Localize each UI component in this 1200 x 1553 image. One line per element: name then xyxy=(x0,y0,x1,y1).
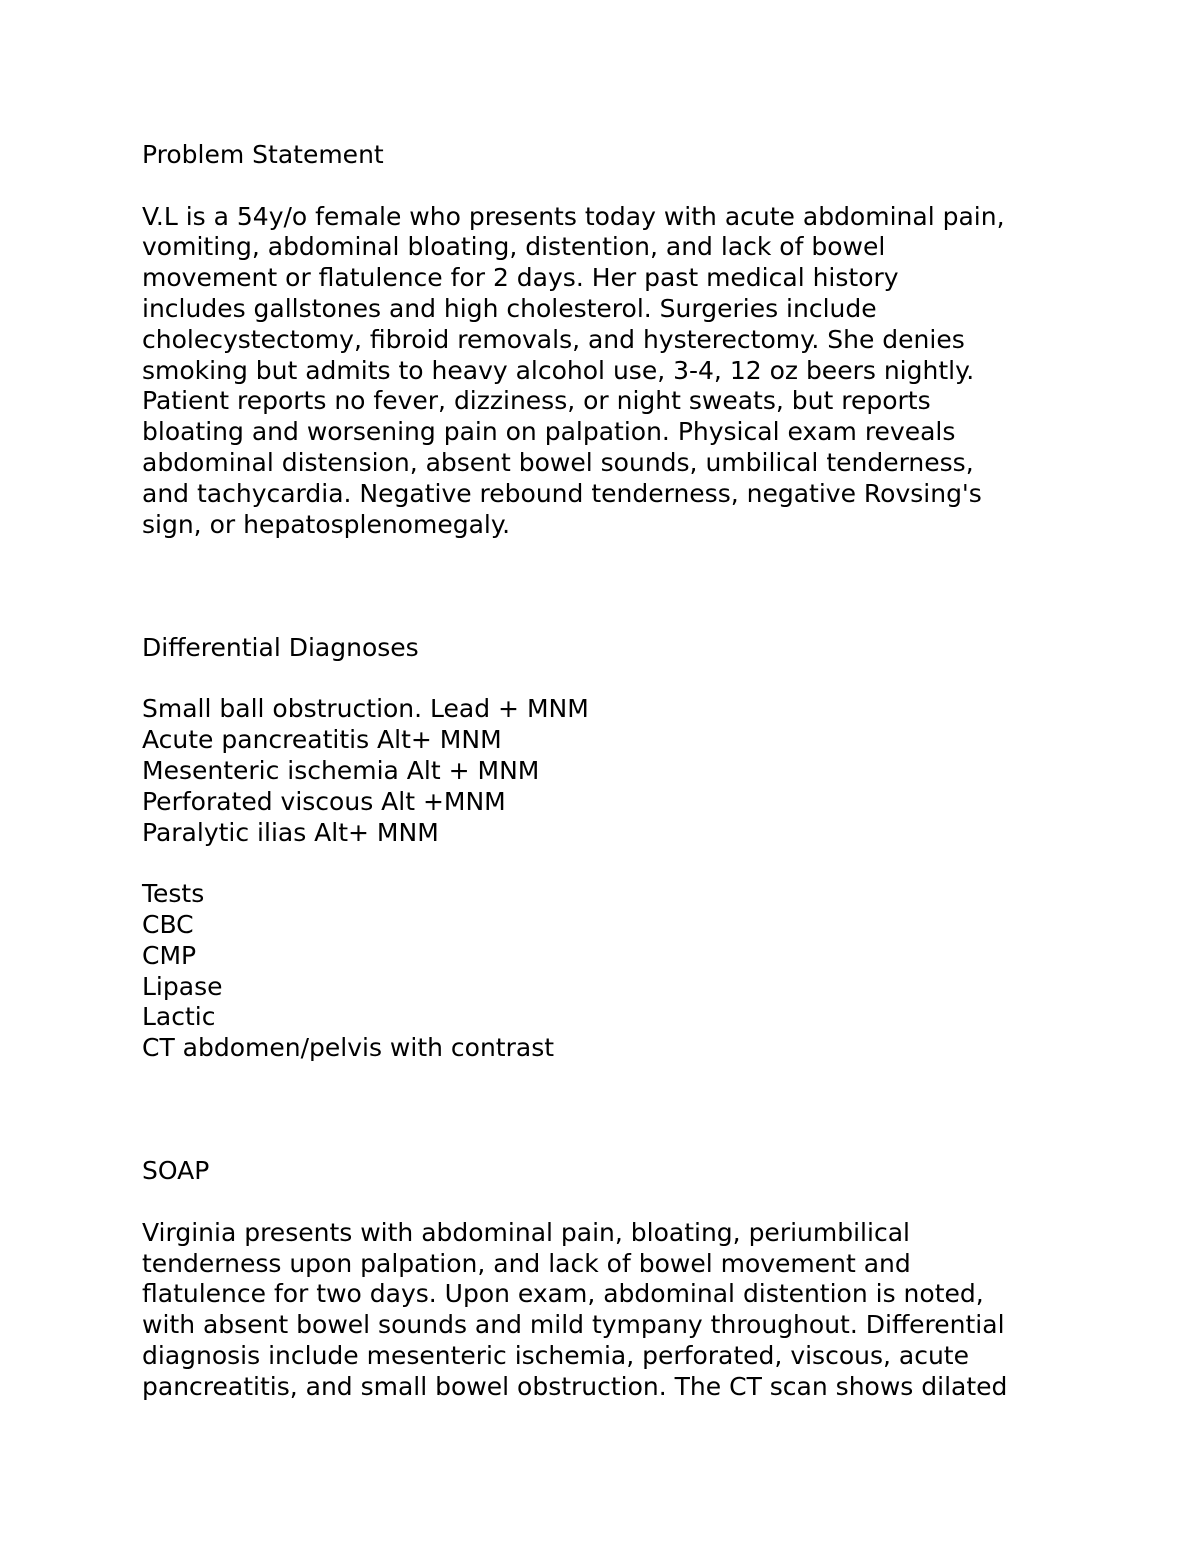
body-line: smoking but admits to heavy alcohol use, 3-4, 12 oz beers nightly. xyxy=(142,355,975,385)
spacer xyxy=(142,1187,1072,1218)
body-line: diagnosis include mesenteric ischemia, perforated, viscous, acute xyxy=(142,1341,969,1371)
list-item: Mesenteric ischemia Alt + MNM xyxy=(142,755,540,785)
body-line: Virginia presents with abdominal pain, bloating, periumbilical xyxy=(142,1217,910,1247)
soap-heading: SOAP xyxy=(142,1156,210,1186)
body-line: V.L is a 54y/o female who presents today with acute abdominal pain, xyxy=(142,201,1005,231)
body-line: movement or flatulence for 2 days. Her past medical history xyxy=(142,263,899,293)
body-line: cholecystectomy, fibroid removals, and hysterectomy. She denies xyxy=(142,324,965,354)
list-item: Lipase xyxy=(142,971,223,1001)
body-line: pancreatitis, and small bowel obstruction. The CT scan shows dilated xyxy=(142,1371,1008,1401)
differential-list xyxy=(142,694,1072,848)
list-item: CMP xyxy=(142,940,197,970)
list-item: Perforated viscous Alt +MNM xyxy=(142,786,506,816)
spacer xyxy=(142,171,1072,202)
spacer xyxy=(142,664,1072,695)
problem-statement-heading: Problem Statement xyxy=(142,140,384,169)
soap-section xyxy=(142,1156,1072,1402)
body-line: with absent bowel sounds and mild tympany throughout. Differential xyxy=(142,1310,1005,1340)
body-line: vomiting, abdominal bloating, distention, and lack of bowel xyxy=(142,232,886,262)
list-item: Small ball obstruction. Lead + MNM xyxy=(142,694,589,724)
body-line: tenderness upon palpation, and lack of bowel movement and xyxy=(142,1248,911,1278)
body-line: sign, or hepatosplenomegaly. xyxy=(142,509,511,539)
spacer xyxy=(142,1064,1072,1156)
spacer xyxy=(142,540,1072,632)
body-line: includes gallstones and high cholesterol. Surgeries include xyxy=(142,293,877,323)
tests-heading: Tests xyxy=(142,879,205,909)
list-item: Lactic xyxy=(142,1002,216,1032)
differential-heading: Differential Diagnoses xyxy=(142,632,419,662)
body-line: bloating and worsening pain on palpation. Physical exam reveals xyxy=(142,417,956,447)
document-page xyxy=(142,140,1072,1403)
problem-statement-body xyxy=(142,202,1072,541)
tests-section xyxy=(142,879,1072,1064)
body-line: Patient reports no fever, dizziness, or night sweats, but reports xyxy=(142,386,931,416)
list-item: Acute pancreatitis Alt+ MNM xyxy=(142,725,502,755)
differential-section xyxy=(142,633,1072,849)
list-item: Paralytic ilias Alt+ MNM xyxy=(142,817,439,847)
soap-body xyxy=(142,1218,1072,1403)
tests-list xyxy=(142,910,1072,1064)
problem-statement-section xyxy=(142,140,1072,540)
body-line: abdominal distension, absent bowel sounds, umbilical tenderness, xyxy=(142,447,974,477)
list-item: CBC xyxy=(142,909,194,939)
list-item: CT abdomen/pelvis with contrast xyxy=(142,1033,555,1063)
spacer xyxy=(142,848,1072,879)
body-line: and tachycardia. Negative rebound tenderness, negative Rovsing's xyxy=(142,478,982,508)
body-line: flatulence for two days. Upon exam, abdominal distention is noted, xyxy=(142,1279,984,1309)
